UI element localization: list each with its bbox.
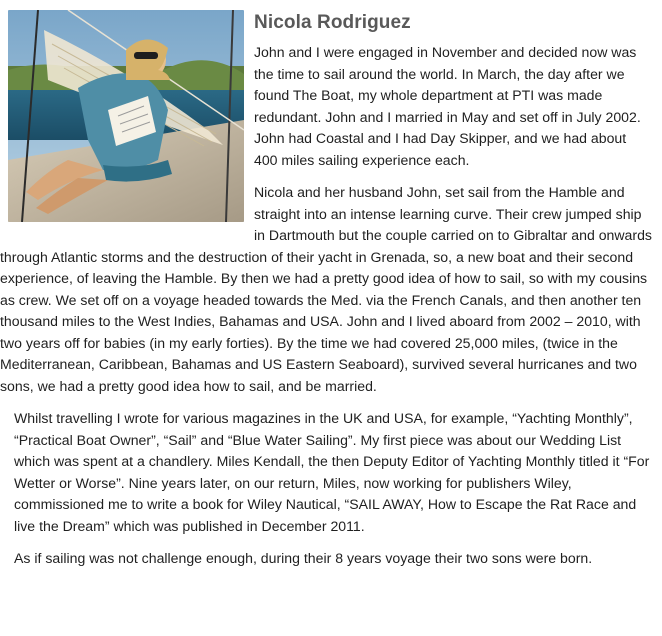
paragraph-intro: John and I were engaged in November and decided now was the time to sail around the world. In March, the day after we found The Boat, my whole department at PTI was made redundant. John and I married in May and set off in July 2002. John had Coastal and I had Day Skipper, and we had about 400 miles sailing experience each. — [254, 44, 641, 168]
person-name: Nicola Rodriguez — [254, 12, 411, 33]
sailor-photo — [8, 10, 244, 222]
photo-image — [8, 10, 244, 222]
paragraph-voyage: Nicola and her husband John, set sail from the Hamble and straight into an intense learning curve. Their crew jumped ship in Dartmouth but the couple carried on to Gibraltar and onwards through Atlantic storms and the destruction of their yacht in Grenada, so, a new boat and their second experience, of leaving the Hamble. By then we had a pretty good idea of how to sail, so with my cousins as crew. We set off on a voyage headed towards the Med. via the French Canals, and then another ten thousand miles to the West Indies, Bahamas and USA. John and I lived aboard from 2002 – 2010, with two years off for babies (in my early forties). By the time we had covered 25,000 miles, (twice in the Mediterranean, Caribbean, Bahamas and US Eastern Seaboard), survived several hurricanes and two sons, we had a pretty good idea how to sail, and be married. — [0, 184, 652, 394]
paragraph-writing: Whilst travelling I wrote for various magazines in the UK and USA, for example, “Yachting Monthly”, “Practical Boat Owner”, “Sail” and “Blue Water Sailing”. My first piece was about our Wedding List which was spent at a chandlery. Miles Kendall, the then Deputy Editor of Yachting Monthly titled it “For Wetter or Worse”. Nine years later, on our return, Miles, now working for publishers Wiley, commissioned me to write a book for Wiley Nautical, “SAIL AWAY, How to Escape the Rat Race and live the Dream” which was published in December 2011. — [14, 410, 650, 534]
paragraph-sons: As if sailing was not challenge enough, during their 8 years voyage their two sons were born. — [14, 550, 593, 566]
